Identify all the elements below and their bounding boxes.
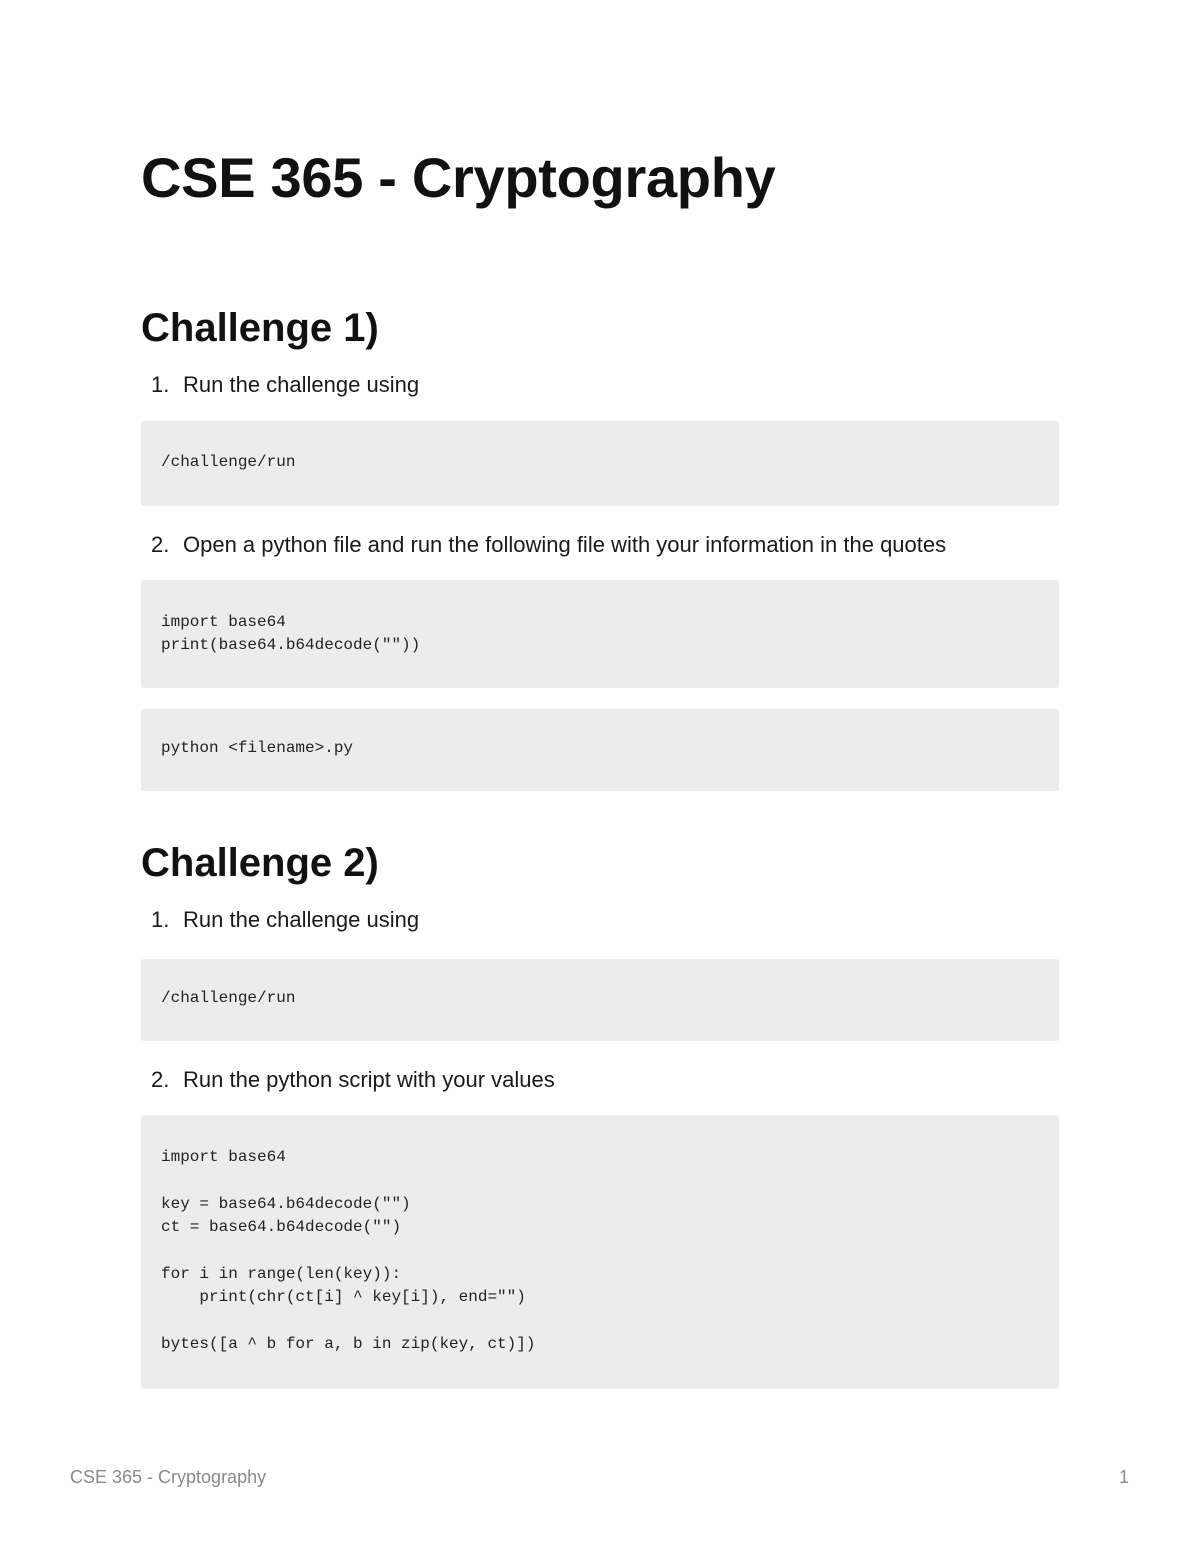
code-text: import base64 print(base64.b64decode("")) [161,613,421,655]
code-block-decode-script [141,580,1059,688]
code-block-run-challenge-1 [141,421,1059,506]
page-title: CSE 365 - Cryptography [141,146,776,209]
step-number: 1. [151,907,170,932]
step-number: 2. [151,532,170,557]
challenge-2-step-2 [151,1066,555,1094]
challenge-2-step-1 [151,906,419,934]
code-text: /challenge/run [161,453,296,471]
footer-title: CSE 365 - Cryptography [70,1467,267,1487]
step-text: Run the challenge using [183,372,420,397]
code-text: python <filename>.py [161,739,354,757]
code-block-run-challenge-2 [141,959,1059,1041]
step-number: 2. [151,1067,170,1092]
step-text: Run the python script with your values [183,1067,555,1092]
code-text: import base64 key = base64.b64decode("") ct = base64.b64decode("") for i in range(len(key)): print(chr(ct[i] ^ key[i]), end="") bytes([a ^ b for a, b in zip(key, ct)]) [161,1148,536,1354]
step-number: 1. [151,372,170,397]
section-heading-challenge-2: Challenge 2) [141,841,379,885]
step-text: Run the challenge using [183,907,420,932]
code-block-run-python [141,709,1059,791]
section-heading-challenge-1: Challenge 1) [141,306,379,350]
challenge-1-step-1 [151,371,419,399]
step-text: Open a python file and run the following file with your information in the quotes [183,532,947,557]
challenge-1-step-2 [151,531,946,559]
code-text: /challenge/run [161,989,296,1007]
code-block-xor-script [141,1115,1059,1389]
page-number: 1 [1118,1467,1129,1487]
